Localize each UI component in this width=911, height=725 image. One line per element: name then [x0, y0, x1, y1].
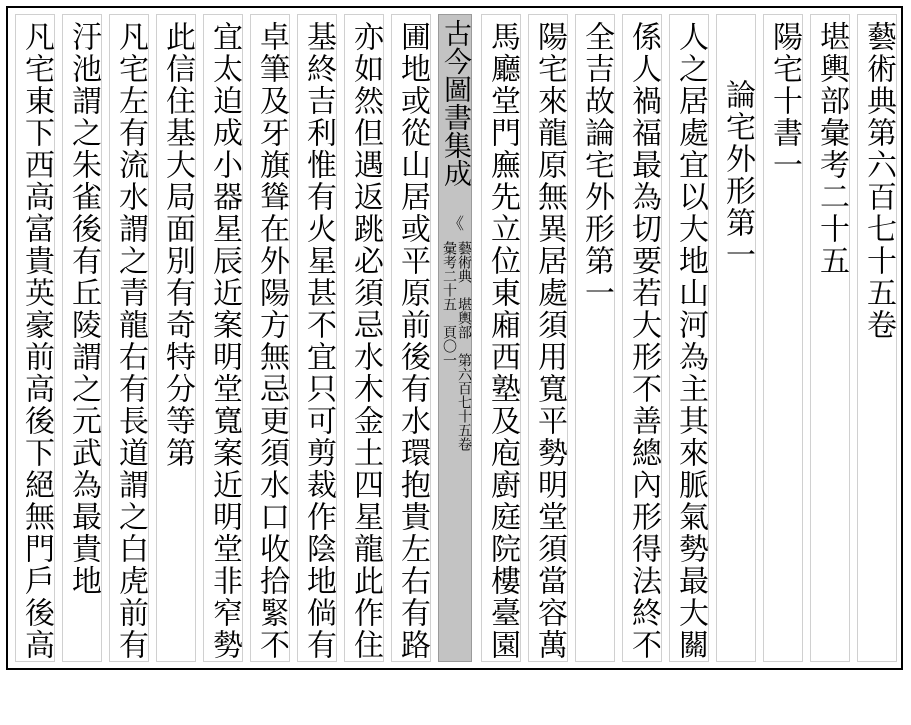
column-text: 卓筆及牙旗聳在外陽方無忌更須水口收拾緊不	[254, 21, 289, 661]
text-column	[62, 14, 102, 662]
column-text: 係人禍福最為切要若大形不善總內形得法終不	[626, 21, 661, 661]
column-text: 凡宅東下西高富貴英豪前高後下絕無門戶後高	[19, 21, 54, 661]
text-column	[391, 14, 431, 662]
column-text: 圃地或從山居或平原前後有水環抱貴左右有路	[395, 21, 430, 661]
column-text: 凡宅左有流水謂之青龍右有長道謂之白虎前有	[113, 21, 148, 661]
column-text: 宜太迫成小器星辰近案明堂寬案近明堂非窄勢	[207, 21, 242, 661]
column-text: 陽宅十書一	[767, 21, 802, 181]
column-text: 論宅外形第一	[720, 79, 755, 271]
column-text: 汙池謂之朱雀後有丘陵謂之元武為最貴地	[66, 21, 101, 597]
column-text: 亦如然但遇返跳必須忌水木金土四星龍此作住	[348, 21, 383, 661]
column-text: 此信住基大局面別有奇特分等第	[160, 21, 195, 469]
text-column	[481, 14, 521, 662]
column-text: 基終吉利惟有火星甚不宜只可剪裁作陰地倘有	[301, 21, 336, 661]
text-column	[669, 14, 709, 662]
column-text: 人之居處宜以大地山河為主其來脈氣勢最大關	[673, 21, 708, 661]
column-text: 全吉故論宅外形第一	[579, 21, 614, 309]
text-column	[297, 14, 337, 662]
text-column	[528, 14, 568, 662]
text-column-chapter-title	[716, 14, 756, 662]
column-text: 藝術典第六百七十五卷	[861, 21, 896, 341]
text-column	[15, 14, 55, 662]
column-text: 陽宅來龍原無異居處須用寬平勢明堂須當容萬	[532, 21, 567, 661]
column-text: 堪輿部彙考二十五	[814, 21, 849, 277]
text-column	[250, 14, 290, 662]
gutter-subtitle-right: 藝術典 堪輿部 第六百七十五卷	[456, 241, 472, 451]
text-column-section-title	[810, 14, 850, 662]
text-column	[156, 14, 196, 662]
text-column	[109, 14, 149, 662]
text-column-volume-title	[857, 14, 897, 662]
text-column-book-title	[763, 14, 803, 662]
column-text: 馬廳堂門廡先立位東廂西塾及庖廚庭院樓臺園	[485, 21, 520, 661]
text-column	[575, 14, 615, 662]
text-column	[344, 14, 384, 662]
gutter-subtitle-left: 彙考二十五 頁〇一	[441, 241, 457, 367]
gutter-title: 古今圖書集成	[440, 19, 473, 187]
text-column	[622, 14, 662, 662]
text-column	[203, 14, 243, 662]
fish-tail-mark: 《	[447, 214, 464, 233]
center-gutter	[438, 14, 472, 662]
